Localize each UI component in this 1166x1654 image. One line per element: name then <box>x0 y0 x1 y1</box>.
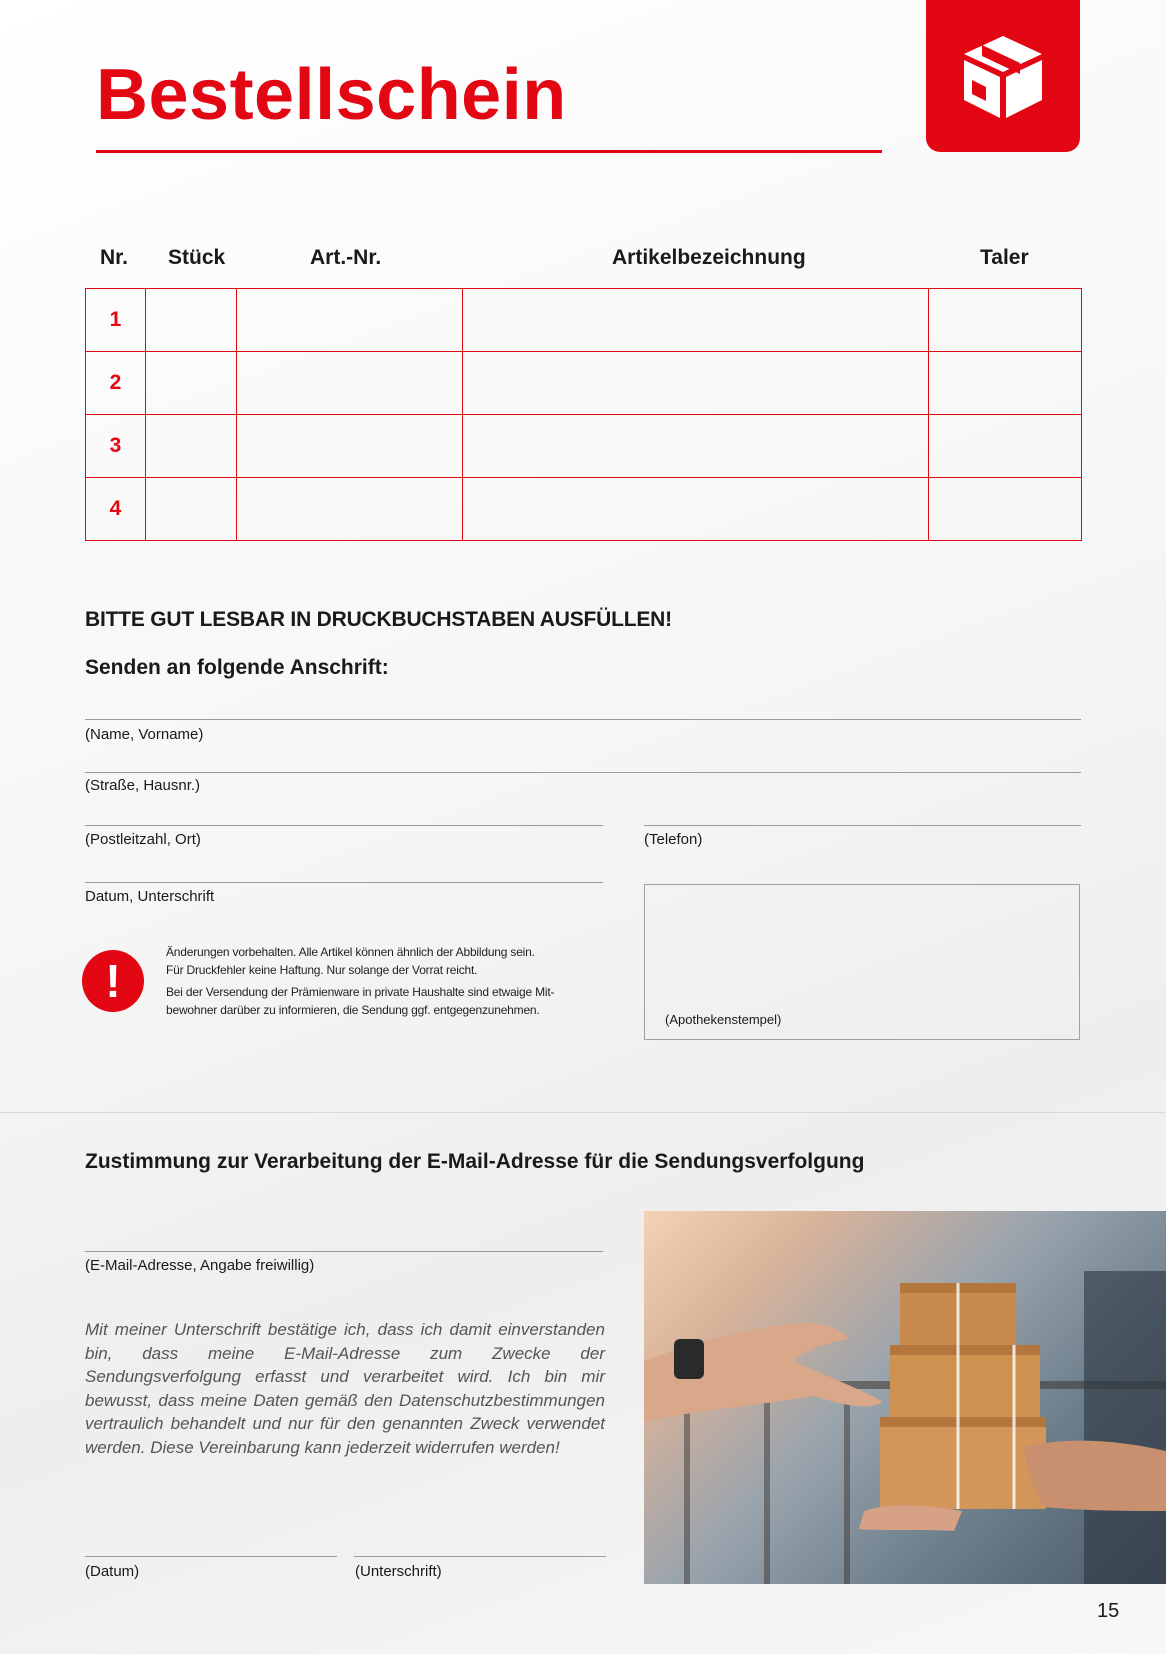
row-number: 4 <box>86 478 146 541</box>
table-row <box>86 478 1082 541</box>
date-signature-field-label: Datum, Unterschrift <box>85 888 215 905</box>
section-divider <box>0 1112 1166 1113</box>
cell-artikelbezeichnung[interactable] <box>463 352 929 415</box>
table-row <box>86 415 1082 478</box>
cell-art-nr[interactable] <box>237 415 463 478</box>
col-header-stueck: Stück <box>168 246 226 269</box>
exclamation-icon: ! <box>82 950 144 1012</box>
table-row <box>86 289 1082 352</box>
disclaimer-line-4: bewohner darüber zu informieren, die Sendung ggf. entgegenzunehmen. <box>166 1003 540 1017</box>
pharmacy-stamp-box <box>644 884 1080 1040</box>
logo-badge <box>926 0 1080 152</box>
title-underline <box>96 150 882 153</box>
cell-taler[interactable] <box>929 289 1082 352</box>
stamp-label: (Apothekenstempel) <box>665 1012 782 1027</box>
row-number: 3 <box>86 415 146 478</box>
date-signature-field-line[interactable] <box>85 882 603 883</box>
date-field-line[interactable] <box>85 1556 337 1557</box>
cell-stueck[interactable] <box>146 415 237 478</box>
cell-stueck[interactable] <box>146 478 237 541</box>
consent-heading: Zustimmung zur Verarbeitung der E-Mail-Adresse für die Sendungsverfolgung <box>85 1150 865 1173</box>
row-number: 2 <box>86 352 146 415</box>
parcel-delivery-photo <box>644 1211 1166 1584</box>
phone-field-label: (Telefon) <box>644 831 703 848</box>
page-title: Bestellschein <box>96 55 567 135</box>
table-row <box>86 352 1082 415</box>
cell-taler[interactable] <box>929 478 1082 541</box>
signature-field-line[interactable] <box>354 1556 606 1557</box>
street-field-line[interactable] <box>85 772 1081 773</box>
street-field-label: (Straße, Hausnr.) <box>85 777 201 794</box>
col-header-nr: Nr. <box>100 246 129 269</box>
name-field-label: (Name, Vorname) <box>85 726 204 743</box>
postal-field-line[interactable] <box>85 825 603 826</box>
cell-art-nr[interactable] <box>237 478 463 541</box>
date-field-label: (Datum) <box>85 1563 140 1580</box>
block-letters-notice: BITTE GUT LESBAR IN DRUCKBUCHSTABEN AUSFÜLLEN! <box>85 608 672 631</box>
disclaimer-line-2: Für Druckfehler keine Haftung. Nur solange der Vorrat reicht. <box>166 963 478 977</box>
parcel-handover-illustration <box>644 1211 1166 1584</box>
signature-field-label: (Unterschrift) <box>355 1563 442 1580</box>
consent-text: Mit meiner Unterschrift bestätige ich, dass ich damit einverstanden bin, dass meine E-Mail-Adresse zum Zwecke der Sendungsverfolgung erfasst und verarbeitet wird. Ich bin mir bewusst, dass meine Daten gemäß den Datenschutzbestimmungen vertraulich behandelt und nur für den genannten Zweck verwendet werden. Diese Vereinbarung kann jederzeit widerrufen werden! <box>85 1320 605 1457</box>
postal-field-label: (Postleitzahl, Ort) <box>85 831 201 848</box>
col-header-taler: Taler <box>980 246 1029 269</box>
email-field-label: (E-Mail-Adresse, Angabe freiwillig) <box>85 1257 315 1274</box>
cell-art-nr[interactable] <box>237 289 463 352</box>
row-number: 1 <box>86 289 146 352</box>
send-to-heading: Senden an folgende Anschrift: <box>85 656 389 679</box>
cell-artikelbezeichnung[interactable] <box>463 289 929 352</box>
cell-stueck[interactable] <box>146 352 237 415</box>
cell-art-nr[interactable] <box>237 352 463 415</box>
email-field-line[interactable] <box>85 1251 603 1252</box>
cell-artikelbezeichnung[interactable] <box>463 478 929 541</box>
cell-taler[interactable] <box>929 352 1082 415</box>
cell-stueck[interactable] <box>146 289 237 352</box>
page-number: 15 <box>1097 1600 1120 1622</box>
col-header-art-nr: Art.-Nr. <box>310 246 382 269</box>
cell-taler[interactable] <box>929 415 1082 478</box>
phone-field-line[interactable] <box>644 825 1081 826</box>
order-table <box>85 288 1082 541</box>
package-box-icon <box>958 30 1048 122</box>
col-header-artikelbezeichnung: Artikelbezeichnung <box>612 246 806 269</box>
name-field-line[interactable] <box>85 719 1081 720</box>
cell-artikelbezeichnung[interactable] <box>463 415 929 478</box>
disclaimer-line-1: Änderungen vorbehalten. Alle Artikel können ähnlich der Abbildung sein. <box>166 945 535 959</box>
disclaimer-line-3: Bei der Versendung der Prämienware in private Haushalte sind etwaige Mit- <box>166 985 555 999</box>
